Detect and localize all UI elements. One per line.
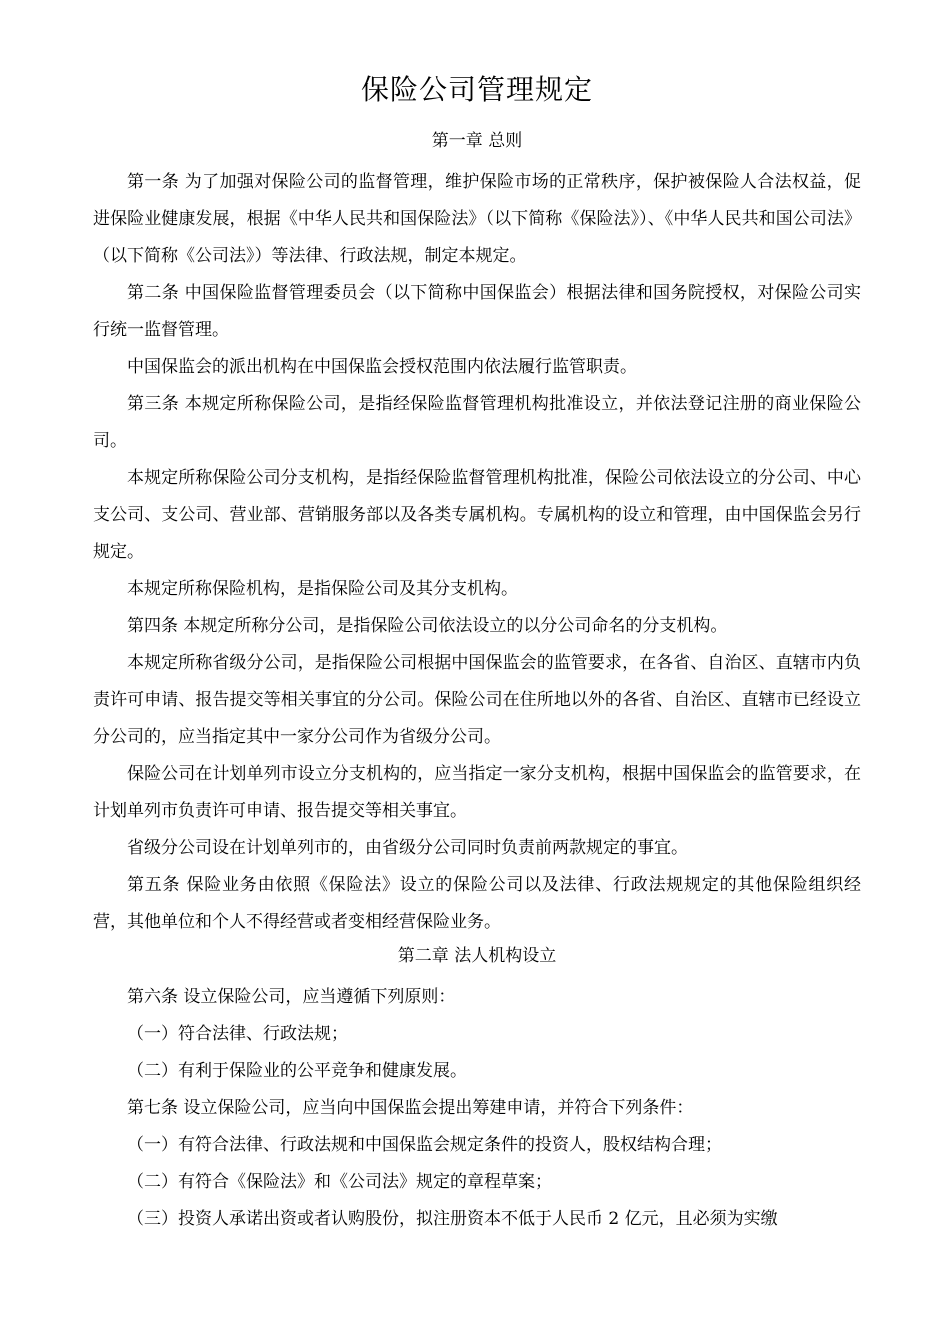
article-paragraph: 第七条 设立保险公司，应当向中国保监会提出筹建申请，并符合下列条件： bbox=[127, 1098, 694, 1118]
document-title: 保险公司管理规定 bbox=[360, 73, 593, 106]
article-paragraph: 第五条 保险业务由依照《保险法》设立的保险公司以及法律、行政法规规定的其他保险组织经营，其他单位和个人不得经营或者变相经营保险业务。 bbox=[93, 875, 861, 932]
article-paragraph: 第三条 本规定所称保险公司，是指经保险监督管理机构批准设立，并依法登记注册的商业保险公司。 bbox=[93, 394, 861, 451]
article-paragraph: 第二条 中国保险监督管理委员会（以下简称中国保监会）根据法律和国务院授权，对保险公司实行统一监督管理。 bbox=[93, 283, 861, 340]
article-paragraph: 本规定所称省级分公司，是指保险公司根据中国保监会的监管要求，在各省、自治区、直辖市内负责许可申请、报告提交等相关事宜的分公司。保险公司在住所地以外的各省、自治区、直辖市已经设立分公司的，应当指定其中一家分公司作为省级分公司。 bbox=[93, 653, 861, 747]
article-paragraph: 本规定所称保险公司分支机构，是指经保险监督管理机构批准，保险公司依法设立的分公司、中心支公司、支公司、营业部、营销服务部以及各类专属机构。专属机构的设立和管理，由中国保监会另行规定。 bbox=[93, 468, 861, 562]
list-item: （一）有符合法律、行政法规和中国保监会规定条件的投资人，股权结构合理； bbox=[127, 1135, 722, 1155]
article-paragraph: 省级分公司设在计划单列市的，由省级分公司同时负责前两款规定的事宜。 bbox=[127, 838, 688, 858]
article-paragraph: 第一条 为了加强对保险公司的监督管理，维护保险市场的正常秩序，保护被保险人合法权益，促进保险业健康发展，根据《中华人民共和国保险法》（以下简称《保险法》）、《中华人民共和国公司法》（以下简称《公司法》）等法律、行政法规，制定本规定。 bbox=[93, 172, 861, 266]
list-item: （二）有符合《保险法》和《公司法》规定的章程草案； bbox=[127, 1172, 552, 1192]
article-paragraph: 中国保监会的派出机构在中国保监会授权范围内依法履行监管职责。 bbox=[127, 357, 637, 377]
chapter-heading: 第一章 总则 bbox=[431, 131, 523, 151]
article-paragraph: 第六条 设立保险公司，应当遵循下列原则： bbox=[127, 987, 456, 1007]
list-item: （一）符合法律、行政法规； bbox=[127, 1024, 348, 1044]
document-body bbox=[93, 126, 861, 1238]
article-paragraph: 本规定所称保险机构，是指保险公司及其分支机构。 bbox=[127, 579, 518, 599]
list-item: （三）投资人承诺出资或者认购股份，拟注册资本不低于人民币 2 亿元，且必须为实缴 bbox=[127, 1209, 778, 1229]
list-item: （二）有利于保险业的公平竞争和健康发展。 bbox=[127, 1061, 467, 1081]
article-paragraph: 保险公司在计划单列市设立分支机构的，应当指定一家分支机构，根据中国保监会的监管要求，在计划单列市负责许可申请、报告提交等相关事宜。 bbox=[93, 764, 861, 821]
chapter-heading: 第二章 法人机构设立 bbox=[397, 946, 557, 966]
document-page bbox=[93, 70, 861, 1238]
article-paragraph: 第四条 本规定所称分公司，是指保险公司依法设立的以分公司命名的分支机构。 bbox=[127, 616, 728, 636]
